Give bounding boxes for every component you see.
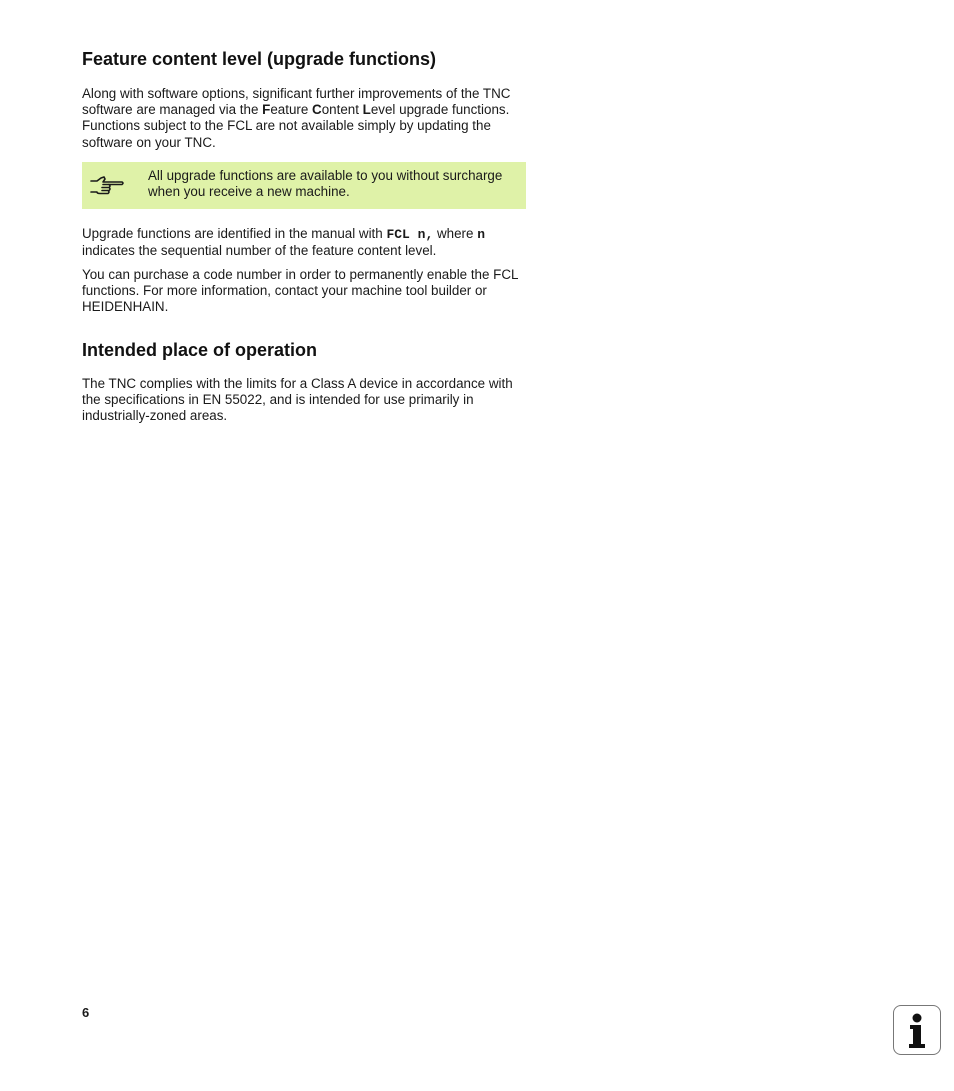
text-run: evel upgrade functions. Functions subject to the FCL are not available simply by updating the software on your TNC. — [82, 102, 510, 150]
text-bold-c: C — [312, 102, 322, 118]
section-intended-place — [82, 339, 526, 361]
note-text: All upgrade functions are available to you without surcharge when you receive a new machine. — [148, 168, 503, 200]
body-paragraph — [82, 267, 526, 316]
page-number: 6 — [82, 1005, 90, 1020]
body-paragraph — [82, 376, 526, 425]
text-run: Upgrade functions are identified in the manual with — [82, 226, 387, 241]
body-paragraph — [82, 226, 526, 259]
purchase-code-text: You can purchase a code number in order to permanently enable the FCL functions. For more information, contact your machine tool builder or HEIDENHAIN. — [82, 267, 518, 315]
note-box — [82, 162, 526, 209]
fcl-intro-text — [82, 86, 526, 151]
text-bold-l: L — [362, 102, 371, 118]
section-heading: Feature content level (upgrade functions) — [82, 49, 437, 69]
text-run: where — [433, 226, 478, 241]
section-heading: Intended place of operation — [82, 340, 318, 360]
section-feature-content-level — [82, 48, 526, 70]
text-run: Along with software options, significant further improvements of the TNC software are managed via the — [82, 86, 511, 118]
code-fcl-n: FCL n, — [386, 227, 434, 242]
text-bold-f: F — [262, 102, 271, 118]
info-icon — [893, 1005, 941, 1055]
body-paragraph — [82, 86, 526, 151]
operation-place-text: The TNC complies with the limits for a Class A device in accordance with the specifications in EN 55022, and is intended for use primarily in industrially-zoned areas. — [82, 376, 513, 424]
text-run: indicates the sequential number of the feature content level. — [82, 243, 437, 259]
pointing-hand-icon — [89, 172, 125, 198]
text-run: ontent — [321, 102, 363, 118]
info-glyph — [894, 1006, 940, 1053]
code-n: n — [477, 227, 485, 242]
fcl-identification-text — [82, 226, 526, 259]
text-run: eature — [270, 102, 313, 118]
